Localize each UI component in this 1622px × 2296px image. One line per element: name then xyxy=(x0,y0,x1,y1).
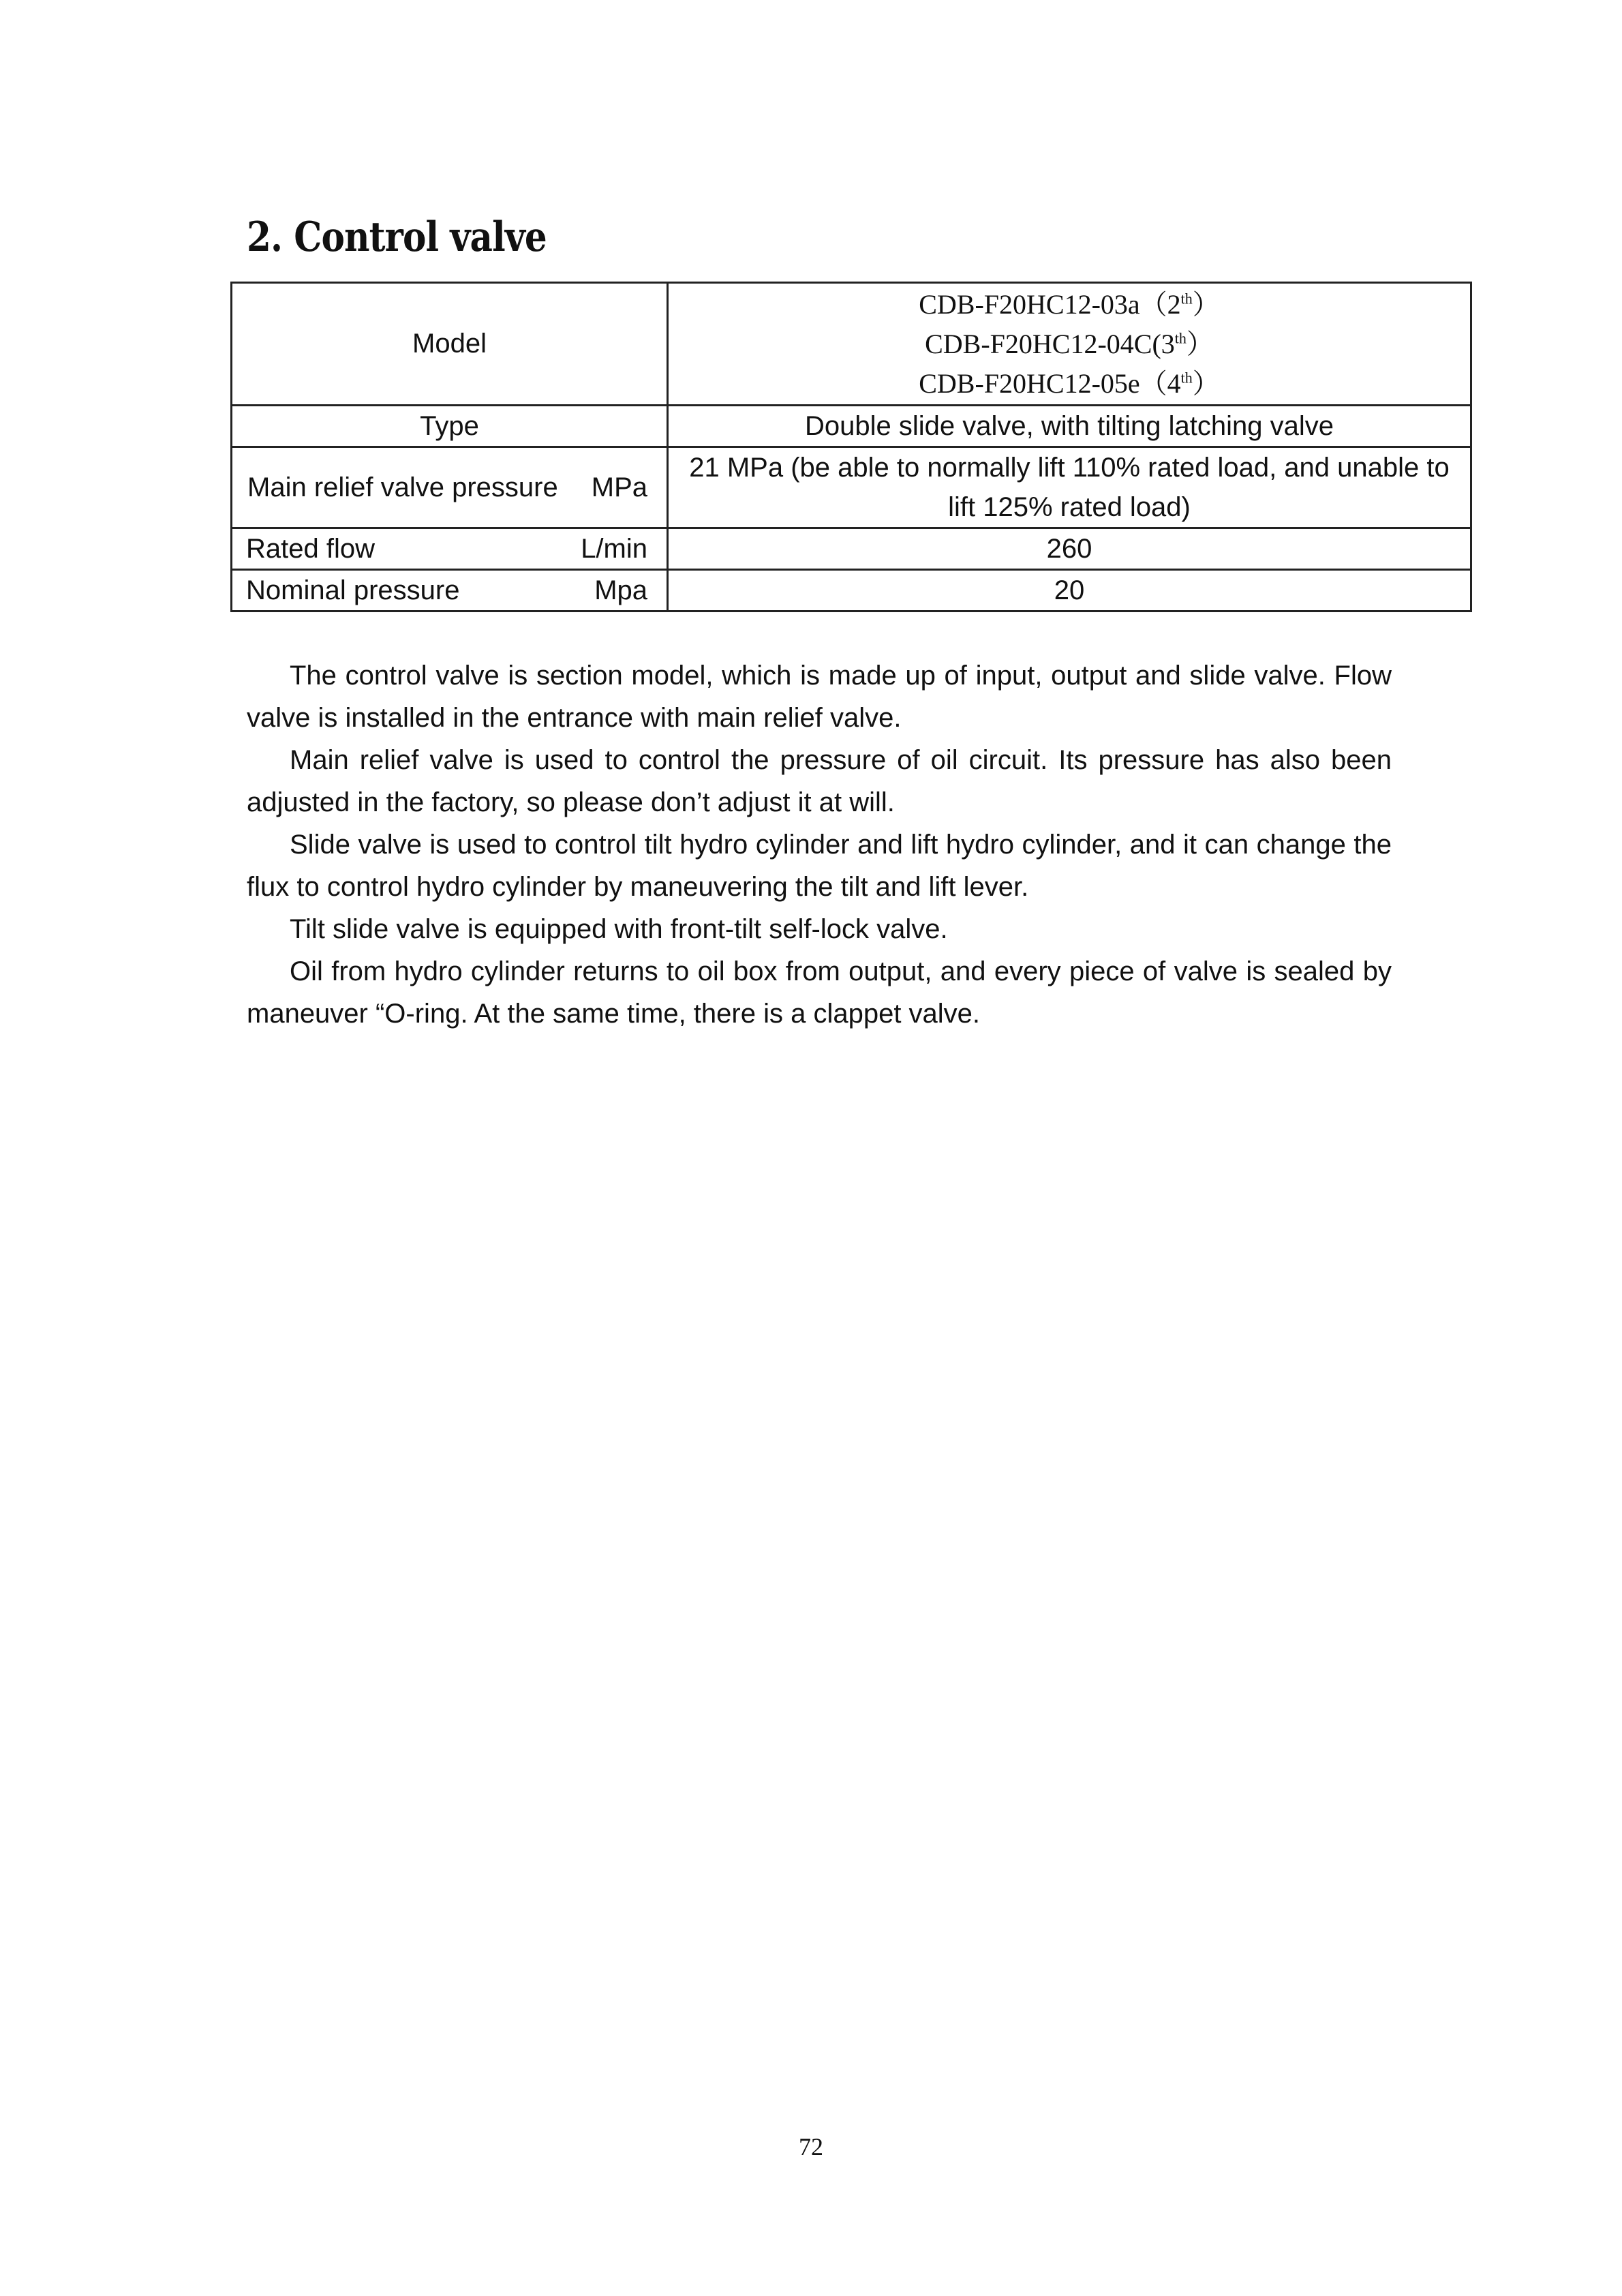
nominal-label-cell xyxy=(232,570,668,611)
nominal-label: Nominal pressure xyxy=(246,575,460,605)
flow-label-cell xyxy=(232,528,668,570)
paragraph-3: Slide valve is used to control tilt hydro cylinder and lift hydro cylinder, and it can change the flux to control hydro cylinder by maneuvering the tilt and lift lever. xyxy=(247,830,1392,902)
section-title: 2. Control valve xyxy=(247,213,547,261)
page-number: 72 xyxy=(799,2133,823,2160)
flow-label: Rated flow xyxy=(246,533,375,564)
table-row-rated-flow xyxy=(232,528,1471,570)
control-valve-spec-table xyxy=(230,282,1472,612)
model-value-3: CDB-F20HC12-05e（4th） xyxy=(919,367,1220,399)
relief-label-cell xyxy=(232,447,668,528)
flow-value: 260 xyxy=(668,528,1471,570)
model-label: Model xyxy=(232,283,668,406)
relief-unit: MPa xyxy=(591,472,647,502)
type-label: Type xyxy=(232,406,668,447)
paragraph-1: The control valve is section model, which is made up of input, output and slide valve. Flow valve is installed in the entrance with main relief valve. xyxy=(247,661,1392,733)
model-value-1: CDB-F20HC12-03a（2th） xyxy=(919,288,1220,320)
relief-value: 21 MPa (be able to normally lift 110% rated load, and unable to lift 125% rated load) xyxy=(689,453,1450,522)
table-row-nominal-pressure xyxy=(232,570,1471,611)
nominal-unit: Mpa xyxy=(594,575,647,605)
model-values xyxy=(668,283,1471,406)
type-value: Double slide valve, with tilting latching valve xyxy=(668,406,1471,447)
paragraph-2: Main relief valve is used to control the pressure of oil circuit. Its pressure has also been adjusted in the factory, so please don’t adjust it at will. xyxy=(247,745,1392,817)
relief-value-cell xyxy=(668,447,1471,528)
relief-label: Main relief valve pressure xyxy=(247,472,558,502)
flow-unit: L/min xyxy=(581,533,647,564)
paragraph-5: Oil from hydro cylinder returns to oil box from output, and every piece of valve is sealed by maneuver “O-ring. At the same time, there is a clappet valve. xyxy=(247,956,1392,1029)
table-row-type xyxy=(232,406,1471,447)
model-value-2: CDB-F20HC12-04C(3th） xyxy=(925,328,1214,359)
table-row-main-relief-pressure xyxy=(232,447,1471,528)
paragraph-4: Tilt slide valve is equipped with front-tilt self-lock valve. xyxy=(290,914,948,944)
table-row-model xyxy=(232,283,1471,406)
nominal-value: 20 xyxy=(668,570,1471,611)
